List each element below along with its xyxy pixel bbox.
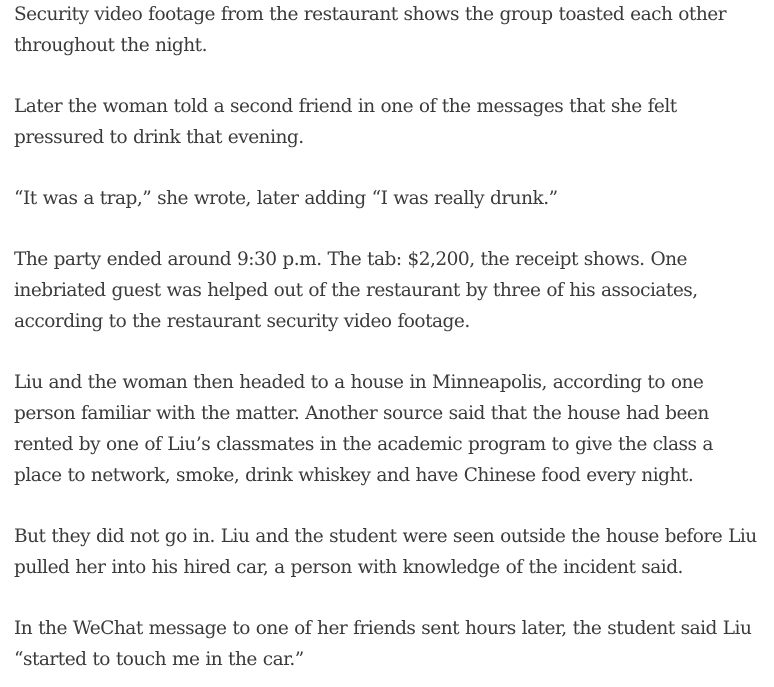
article-body (14, 0, 766, 675)
article-paragraph: Later the woman told a second friend in one of the messages that she felt pressured to drink that evening. (14, 96, 677, 148)
article-paragraph: “It was a trap,” she wrote, later adding “I was really drunk.” (14, 188, 558, 209)
article-paragraph: The party ended around 9:30 p.m. The tab: $2,200, the receipt shows. One inebriated guest was helped out of the restaurant by three of his associates, according to the restaurant security video footage. (14, 249, 698, 332)
article-paragraph: Security video footage from the restaurant shows the group toasted each other throughout the night. (14, 4, 727, 56)
article-paragraph: But they did not go in. Liu and the student were seen outside the house before Liu pulled her into his hired car, a person with knowledge of the incident said. (14, 526, 757, 578)
article-paragraph: In the WeChat message to one of her friends sent hours later, the student said Liu “started to touch me in the car.” (14, 618, 752, 670)
article-paragraph: Liu and the woman then headed to a house in Minneapolis, according to one person familiar with the matter. Another source said that the house had been rented by one of Liu’s classmates in the academic program to give the class a place to network, smoke, drink whiskey and have Chinese food every night. (14, 372, 713, 486)
